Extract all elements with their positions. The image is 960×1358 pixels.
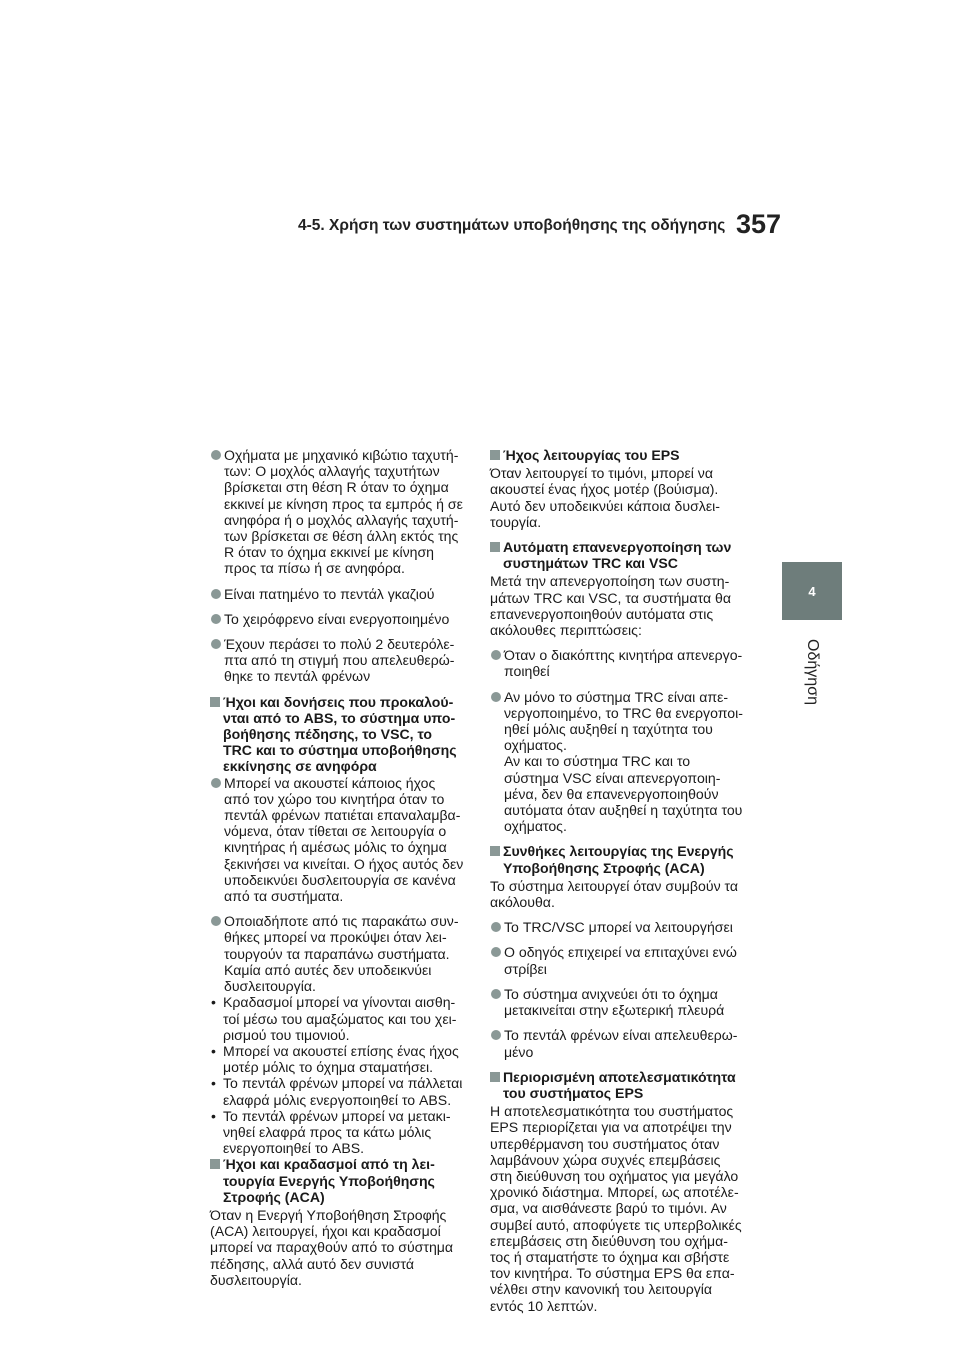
bullet-icon — [491, 1030, 501, 1040]
square-bullet-icon — [490, 450, 500, 460]
section-heading-text: Αυτόματη επανενεργοποίηση των συστημάτων TRC και VSC — [503, 539, 732, 572]
list-item — [210, 611, 470, 627]
dash-list-item-text: Το πεντάλ φρένων μπορεί να μετακι- νηθεί ελαφρά προς τα κάτω μόλις ενεργοποιηθεί το ABS. — [223, 1107, 451, 1157]
section-heading-text: Συνθήκες λειτουργίας της Ενεργής Υποβοήθησης Στροφής (ACA) — [503, 843, 734, 876]
list-item — [490, 1027, 750, 1059]
square-bullet-icon — [490, 1072, 500, 1082]
paragraph: Το σύστημα λειτουργεί όταν συμβούν τα ακόλουθα. — [490, 877, 739, 911]
chapter-label-container — [784, 632, 840, 712]
chapter-number: 4 — [808, 583, 816, 599]
square-bullet-icon — [210, 697, 220, 707]
bullet-icon — [211, 614, 221, 624]
square-bullet-icon — [490, 846, 500, 856]
list-item-text: Έχουν περάσει το πολύ 2 δευτερόλε- πτα από τη στιγμή που απελευθερώ- θηκε το πεντάλ φρένων — [224, 636, 455, 685]
paragraph: Όταν η Ενεργή Υποβοήθηση Στροφής (ACA) λειτουργεί, ήχοι και κραδασμοί μπορεί να παραχθούν από το σύστημα πέδησης, αλλά αυτό δεν συνιστά δυσλειτουργία. — [210, 1206, 454, 1288]
right-column — [490, 447, 750, 1314]
dash-bullet-icon: • — [211, 1107, 216, 1124]
list-item-text: Ο οδηγός επιχειρεί να επιταχύνει ενώ στρίβει — [504, 944, 737, 977]
section-heading — [210, 1156, 470, 1205]
dash-bullet-icon: • — [211, 1075, 216, 1092]
list-item-text: Μπορεί να ακουστεί κάποιος ήχος από τον χώρο του κινητήρα όταν το πεντάλ φρένων πατιέται επαναλαμβα- νόμενα, όταν τίθεται σε λειτουργία ο κινητήρας ή αμέσως μόλις το όχημα ξεκινήσει να κινείται. Ο ήχος αυτός δεν υποδεικνύει δυσλειτουργία σε κανένα από τα συστήματα. — [224, 774, 464, 905]
chapter-tab — [782, 562, 842, 620]
section-heading-text: Περιορισμένη αποτελεσματικότητα του συστήματος EPS — [503, 1068, 736, 1101]
list-item-text: Το TRC/VSC μπορεί να λειτουργήσει — [504, 919, 733, 936]
list-item-text: Το σύστημα ανιχνεύει ότι το όχημα μετακινείται στην εξωτερική πλευρά — [504, 985, 725, 1019]
bullet-icon — [491, 989, 501, 999]
dash-list-item — [210, 1108, 470, 1157]
bullet-icon — [211, 916, 221, 926]
dash-list-item-text: Κραδασμοί μπορεί να γίνονται αισθη- τοί μέσω του αμαξώματος και του χει- ρισμού του τιμονιού. — [223, 994, 457, 1043]
bullet-icon — [491, 692, 501, 702]
bullet-icon — [211, 778, 221, 788]
square-bullet-icon — [490, 542, 500, 552]
list-item — [210, 913, 470, 994]
list-item — [210, 447, 470, 577]
dash-bullet-icon: • — [211, 994, 216, 1011]
left-column — [210, 447, 470, 1288]
square-bullet-icon — [210, 1159, 220, 1169]
bullet-icon — [491, 650, 501, 660]
list-item — [210, 775, 470, 905]
dash-list — [210, 994, 470, 1156]
list-item-text: Αν μόνο το σύστημα TRC είναι απε- νεργοποιημένο, το TRC θα ενεργοποι- ηθεί μόλις αυξηθεί η ταχύτητα του οχήματος. Αν και το σύστημα TRC και το σύστημα VSC είναι απενεργοποιη- μένα, δεν θα επανενεργοποιηθούν αυτόματα όταν αυξηθεί η ταχύτητα του οχήματος. — [504, 688, 743, 835]
list-item — [210, 636, 470, 685]
list-item-text: Το χειρόφρενο είναι ενεργοποιημένο — [224, 610, 450, 627]
chapter-label: Οδήγηση — [804, 639, 822, 705]
section-heading — [490, 539, 750, 571]
section-heading — [210, 694, 470, 775]
list-item — [490, 647, 750, 679]
section-heading — [490, 1069, 750, 1101]
list-item — [490, 919, 750, 935]
section-title: 4-5. Χρήση των συστημάτων υποβοήθησης της οδήγησης — [298, 217, 726, 234]
dash-bullet-icon: • — [211, 1042, 216, 1059]
list-item-text: Το πεντάλ φρένων είναι απελευθερω- μένο — [504, 1027, 738, 1060]
list-item — [490, 689, 750, 835]
section-heading-text: Ήχος λειτουργίας του EPS — [503, 447, 680, 463]
list-item-text: Οποιαδήποτε από τις παρακάτω συν- θήκες μπορεί να προκύψει όταν λει- τουργούν τα παραπάνω συστήματα. Καμία από αυτές δεν υποδεικνύει δυσλειτουργία. — [224, 913, 459, 995]
list-item — [490, 944, 750, 976]
bullet-icon — [491, 947, 501, 957]
bullet-icon — [491, 922, 501, 932]
list-item-text: Όταν ο διακόπτης κινητήρα απενεργο- ποιηθεί — [504, 647, 743, 680]
dash-list-item — [210, 1075, 470, 1107]
paragraph: Μετά την απενεργοποίηση των συστη- μάτων TRC και VSC, τα συστήματα θα επανενεργοποιηθούν αυτόματα στις ακόλουθες περιπτώσεις: — [490, 573, 731, 639]
dash-list-item — [210, 994, 470, 1043]
page-number: 357 — [736, 209, 782, 239]
paragraph: Η αποτελεσματικότητα του συστήματος EPS περιορίζεται για να αποτρέψει την υπερθέρμανση του συστήματος όταν λαμβάνουν χώρα συχνές επεμβάσεις στη διεύθυνση του οχήματος για μεγάλο χρονικό διάστημα. Μπορεί, ως αποτέλε- σμα, να αισθάνεστε βαρύ το τιμόνι. Αν συμβεί αυτό, αποφύγετε τις υπερβολικές επεμβάσεις στη διεύθυνση του οχήμα- τος ή σταματήστε το όχημα και σβήστε τον κινητήρα. Το σύστημα EPS θα επα- νέλθει στην κανονική του λειτουργία εντός 10 λεπτών. — [490, 1103, 742, 1314]
list-item-text: Είναι πατημένο το πεντάλ γκαζιού — [224, 585, 435, 602]
section-heading — [490, 843, 750, 875]
bullet-icon — [211, 450, 221, 460]
paragraph: Όταν λειτουργεί το τιμόνι, μπορεί να ακουστεί ένας ήχος μοτέρ (βούισμα). Αυτό δεν υποδεικνύει κάποια δυσλει- τουργία. — [490, 465, 720, 530]
section-heading-text: Ήχοι και κραδασμοί από τη λει- τουργία Ενεργής Υποβοήθησης Στροφής (ACA) — [223, 1156, 435, 1205]
dash-list-item-text: Το πεντάλ φρένων μπορεί να πάλλεται ελαφρά μόλις ενεργοποιηθεί το ABS. — [223, 1075, 463, 1108]
dash-list-item-text: Μπορεί να ακουστεί επίσης ένας ήχος μοτέρ μόλις το όχημα σταματήσει. — [223, 1042, 459, 1076]
list-item — [490, 986, 750, 1018]
list-item — [210, 586, 470, 602]
bullet-icon — [211, 639, 221, 649]
section-heading-text: Ήχοι και δονήσεις που προκαλού- νται από το ABS, το σύστημα υπο- βοήθησης πέδησης, το VSC, το TRC και το σύστημα υποβοήθησης εκκίνησης σε ανηφόρα — [223, 693, 457, 775]
section-heading — [490, 447, 750, 463]
dash-list-item — [210, 1043, 470, 1075]
bullet-icon — [211, 589, 221, 599]
list-item-text: Οχήματα με μηχανικό κιβώτιο ταχυτή- των: Ο μοχλός αλλαγής ταχυτήτων βρίσκεται στη θέση R όταν το όχημα εκκινεί με κίνηση προς τα εμπρός ή σε ανηφόρα ή ο μοχλός αλλαγής ταχυτή- των βρίσκεται σε θέση άλλη εκτός της R όταν το όχημα εκκινεί με κίνηση προς τα πίσω ή σε ανηφόρα. — [224, 447, 463, 577]
